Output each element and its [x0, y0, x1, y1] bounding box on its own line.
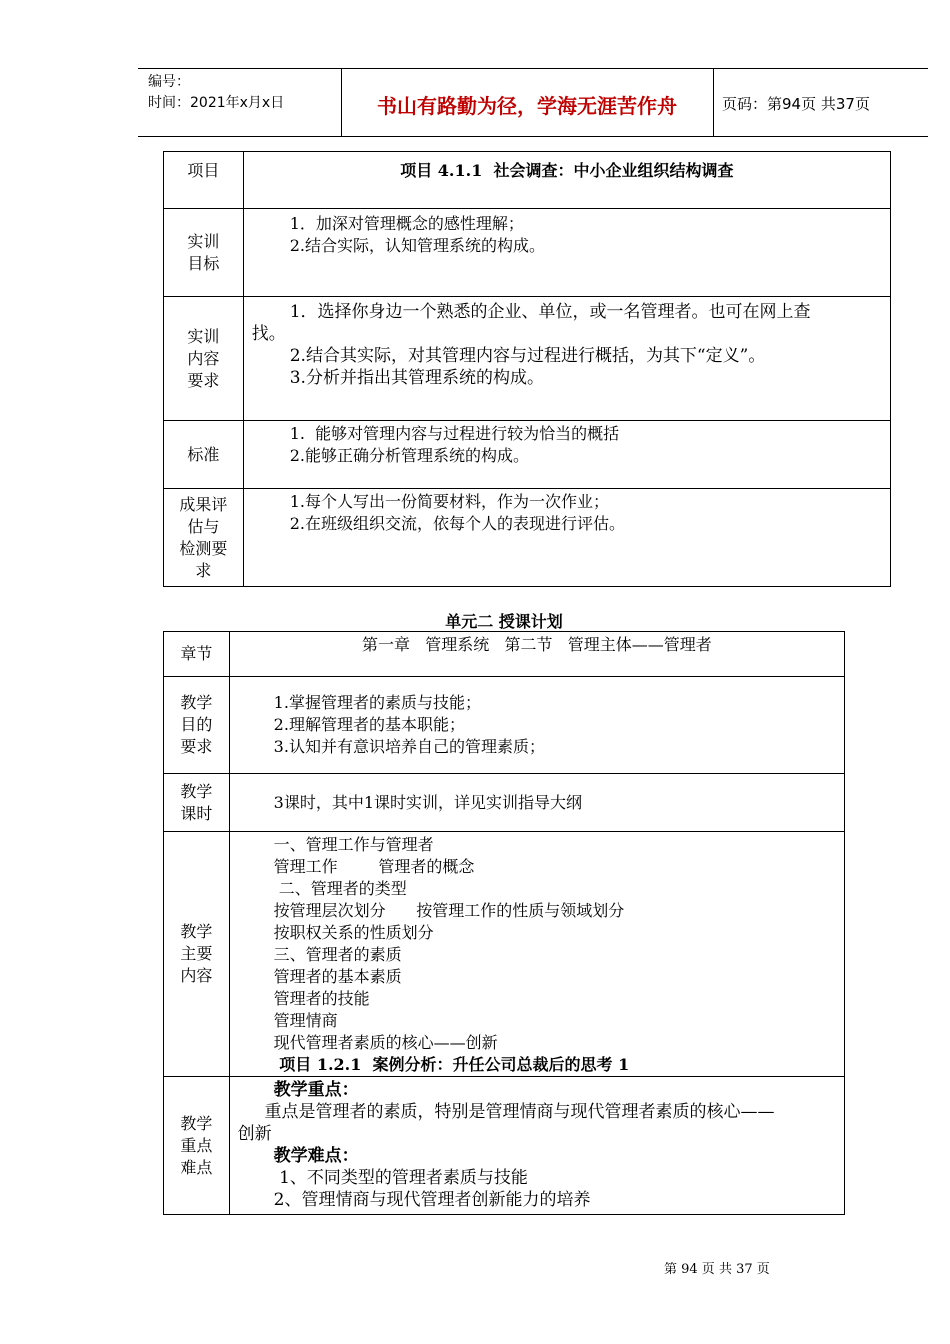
table-row: [164, 1077, 845, 1215]
row-label: 项目: [164, 152, 244, 209]
row-label: 实训 内容 要求: [164, 297, 244, 421]
row-content: 1. 能够对管理内容与过程进行较为恰当的概括 2.能够正确分析管理系统的构成。: [243, 421, 890, 489]
row-content: 1．选择你身边一个熟悉的企业、单位，或一名管理者。也可在网上查 找。 2.结合其实际，对其管理内容与过程进行概括，为其下“定义”。 3.分析并指出其管理系统的构成。: [243, 297, 890, 421]
row-label: 教学 课时: [164, 774, 230, 832]
header-bottom-rule: [138, 136, 928, 137]
lesson-plan-table: [163, 631, 845, 1215]
table-row: [164, 632, 845, 677]
header-divider-2: [713, 68, 714, 136]
row-label: 成果评 估与 检测要 求: [164, 489, 244, 587]
table-row: [164, 489, 891, 587]
table-row: [164, 677, 845, 774]
header-date: 时间：2021年x月x日: [148, 95, 285, 111]
table-row: [164, 774, 845, 832]
header-page-info: 页码：第94页 共37页: [722, 95, 870, 113]
page-footer: 第 94 页 共 37 页: [664, 1262, 770, 1277]
row-label: 实训 目标: [164, 209, 244, 297]
row-label: 教学 目的 要求: [164, 677, 230, 774]
case-study-title: 项目 1.2.1 案例分析：升任公司总裁后的思考 1: [273, 1055, 630, 1074]
chapter-title: 第一章 管理系统 第二节 管理主体——管理者: [361, 635, 712, 654]
table-row: [164, 421, 891, 489]
row-label: 标准: [164, 421, 244, 489]
row-label: 教学 主要 内容: [164, 832, 230, 1077]
header-code-label: 编号：: [148, 74, 190, 90]
row-label: 章节: [164, 632, 230, 677]
training-table: [163, 151, 891, 587]
table-row: [164, 152, 891, 209]
header-left: [148, 72, 284, 114]
row-content: 一、管理工作与管理者 管理工作 管理者的概念 二、管理者的类型 按管理层次划分 按管理工作的性质与领域划分 按职权关系的性质划分 三、管理者的素质 管理者的基本素质 管理者的技能 管理情商 现代管理者素质的核心——创新 项目 1.2.1 案例分析：升任公司总裁后的思考 1: [229, 832, 844, 1077]
row-label: 教学 重点 难点: [164, 1077, 230, 1215]
table-row: [164, 832, 845, 1077]
row-content: 1.掌握管理者的素质与技能； 2.理解管理者的基本职能； 3.认知并有意识培养自己的管理素质；: [229, 677, 844, 774]
header-motto: 书山有路勤为径，学海无涯苦作舟: [377, 94, 677, 118]
table-row: [164, 209, 891, 297]
table-row: [164, 297, 891, 421]
row-content: 3课时，其中1课时实训，详见实训指导大纲: [229, 774, 844, 832]
row-content: 教学重点： 重点是管理者的素质，特别是管理情商与现代管理者素质的核心—— 创新 教学难点： 1、不同类型的管理者素质与技能 2、管理情商与现代管理者创新能力的培养: [229, 1077, 844, 1215]
row-content: [243, 152, 890, 209]
row-content: 1.每个人写出一份简要材料，作为一次作业； 2.在班级组织交流，依每个人的表现进行评估。: [243, 489, 890, 587]
project-title: 项目 4.1.1 社会调查：中小企业组织结构调查: [400, 161, 734, 180]
row-content: [229, 632, 844, 677]
header-top-rule: [138, 68, 928, 69]
section-title: 单元二 授课计划: [445, 612, 563, 631]
row-content: 1．加深对管理概念的感性理解； 2.结合实际，认知管理系统的构成。: [243, 209, 890, 297]
